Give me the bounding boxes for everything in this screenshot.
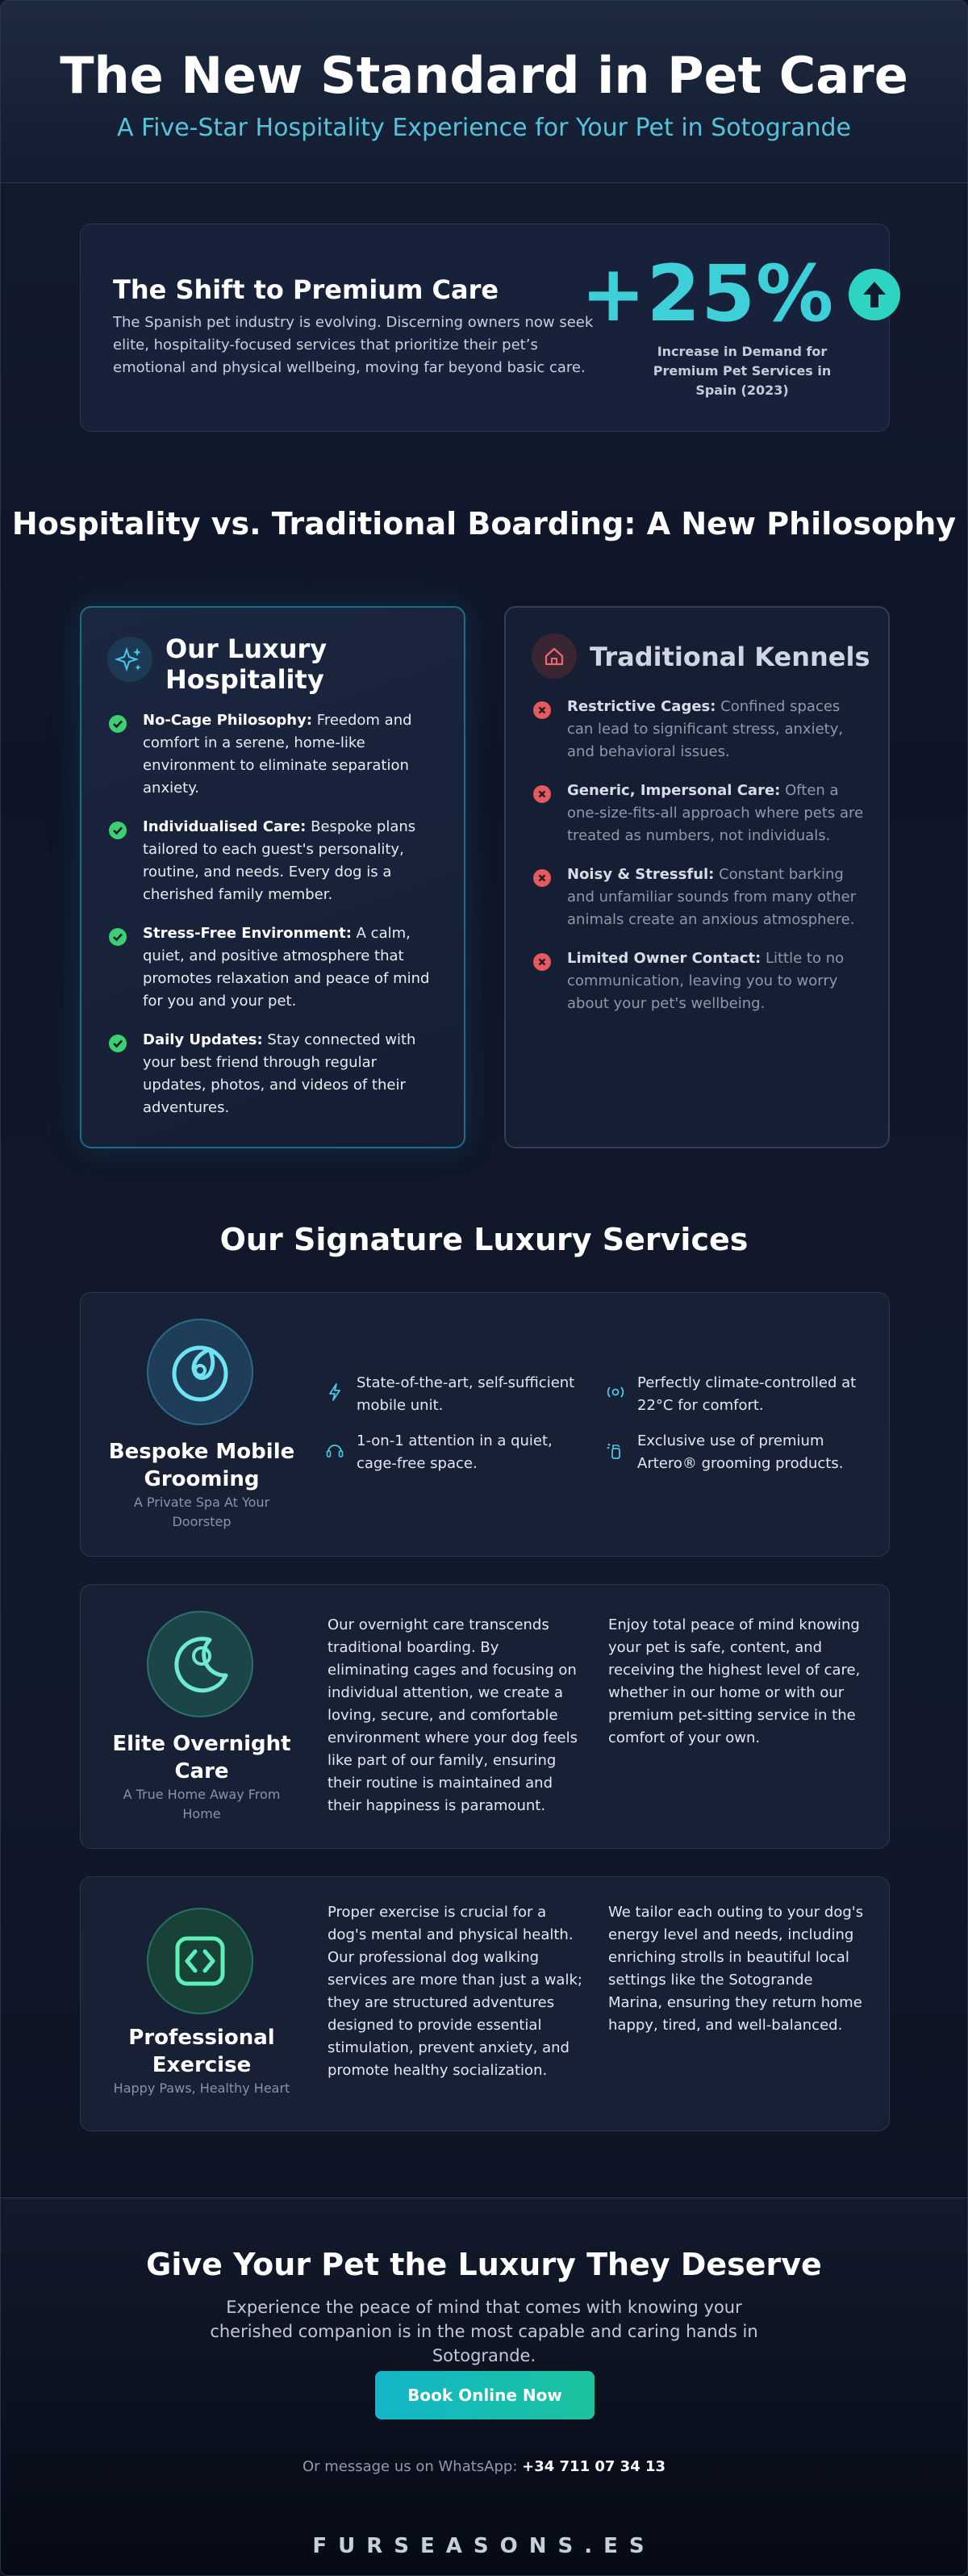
grooming-feature: Perfectly climate-controlled at 22°C for comfort. [637,1374,857,1414]
stat-caption: Increase in Demand for Premium Pet Services in Spain (2023) [653,344,832,398]
service-tagline: A Private Spa At Your Doorstep [133,1495,270,1529]
point-label: Stress-Free Environment: [143,925,352,942]
services-title: Our Signature Luxury Services [219,1222,749,1257]
shift-title: The Shift to Premium Care [113,274,499,305]
service-tagline: Happy Paws, Healthy Heart [113,2080,290,2096]
service-name: Professional Exercise [128,2026,275,2077]
point-text: Often a one-size-fits-all approach where pets are treated as numbers, not individuals. [567,782,864,844]
grooming-feature: Exclusive use of premium Artero® grooming products. [637,1432,844,1472]
service-name: Elite Overnight Care [112,1732,291,1784]
code-square-icon [147,1908,253,2014]
traditional-point [567,780,866,847]
grooming-drop-icon [147,1319,253,1425]
cross-icon [533,785,551,803]
check-icon [109,822,127,839]
point-text: A calm, quiet, and positive atmosphere that promotes relaxation and peace of mind for you and your pet. [143,925,430,1010]
demand-stat: +25% [581,249,835,339]
point-label: Restrictive Cages: [567,698,716,715]
exercise-description: Proper exercise is crucial for a dog's mental and physical health. Our professional dog walking services are more than just a walk; they are structured adventures designed to provide essential stimulation, prevent anxiety, and promote healthy socialization. [328,1904,582,2079]
check-icon [109,715,127,733]
luxury-point [143,1029,441,1119]
cta-title: Give Your Pet the Luxury They Deserve [146,2247,822,2282]
point-label: Noisy & Stressful: [567,866,715,883]
whatsapp-prefix: Or message us on WhatsApp: [302,2458,523,2475]
point-text: Confined spaces can lead to significant stress, anxiety, and behavioral issues. [567,698,844,760]
cross-icon [533,701,551,719]
cta-footer [1,2198,967,2576]
lightning-icon [324,1382,345,1403]
point-label: Limited Owner Contact: [567,950,761,967]
point-label: Individualised Care: [143,818,307,835]
point-label: No-Cage Philosophy: [143,712,313,729]
grooming-feature: 1-on-1 attention in a quiet, cage-free space. [357,1432,553,1472]
overnight-assurance: Enjoy total peace of mind knowing your pet is safe, content, and receiving the highest level of care, whether in our home or with our premium pet-sitting service in the comfort of your own. [608,1616,861,1746]
point-text: Stay connected with your best friend through regular updates, photos, and videos of their adventures. [143,1031,416,1116]
brand-wordmark: FURSEASONS.ES [312,2534,656,2558]
cross-icon [533,953,551,971]
check-icon [109,1035,127,1052]
luxury-point [143,816,441,906]
shift-description: The Spanish pet industry is evolving. Discerning owners now seek elite, hospitality-focused services that prioritize their pet’s emotional and physical wellbeing, moving far beyond basic care. [113,314,594,376]
point-text: Bespoke plans tailored to each guest's personality, routine, and needs. Every dog is a cherished family member. [143,818,416,903]
point-text: Freedom and comfort in a serene, home-like environment to eliminate separation anxiety. [143,712,412,797]
service-card-overnight [80,1584,890,1849]
point-text: Constant barking and unfamiliar sounds from many other animals create an anxious atmosphere. [567,866,857,928]
exercise-tailoring: We tailor each outing to your dog's energy level and needs, including enriching strolls in beautiful local settings like the Sotogrande Marina, ensuring they return home happy, tired, and well-balanced. [608,1904,864,2034]
whatsapp-contact [1,2458,967,2475]
cross-icon [533,869,551,887]
climate-icon [605,1382,626,1403]
point-label: Daily Updates: [143,1031,263,1048]
service-tagline: A True Home Away From Home [123,1787,281,1821]
service-name: Bespoke Mobile Grooming [108,1440,295,1491]
luxury-hospitality-card [80,606,465,1148]
traditional-point [567,947,866,1015]
comparison-title: Hospitality vs. Traditional Boarding: A New Philosophy [11,506,957,542]
grooming-feature: State-of-the-art, self-sufficient mobile unit. [357,1374,575,1414]
traditional-point [567,864,866,931]
book-online-button[interactable]: Book Online Now [375,2371,595,2419]
headset-icon [324,1440,345,1461]
service-card-exercise [80,1876,890,2131]
spray-bottle-icon [605,1440,626,1461]
house-icon [532,634,577,679]
whatsapp-number-link[interactable]: +34 711 07 34 13 [522,2458,666,2475]
point-label: Generic, Impersonal Care: [567,782,781,799]
premium-shift-card [80,224,890,432]
luxury-point [143,922,441,1013]
sparkles-icon [107,637,152,682]
traditional-card-title: Traditional Kennels [590,642,870,672]
point-text: Little to no communication, leaving you to worry about your pet's wellbeing. [567,950,845,1012]
traditional-point [567,696,866,763]
moon-icon [147,1611,253,1717]
page-title: The New Standard in Pet Care [60,46,908,105]
arrow-up-circle-icon [849,269,900,320]
luxury-point [143,709,441,800]
cta-subtitle: Experience the peace of mind that comes with knowing your cherished companion is in the most capable and caring hands in Sotogrande. [210,2298,758,2365]
page-subtitle: A Five-Star Hospitality Experience for Your Pet in Sotogrande [116,114,851,142]
traditional-kennels-card [504,606,890,1148]
check-icon [109,928,127,946]
service-card-grooming [80,1292,890,1557]
hero-header [1,1,967,183]
luxury-card-title: Our Luxury Hospitality [165,634,328,695]
overnight-description: Our overnight care transcends traditional boarding. By eliminating cages and focusing on individual attention, we create a loving, secure, and comfortable environment where your dog feels like part of our family, ensuring their routine is maintained and their happiness is paramount. [328,1616,578,1814]
